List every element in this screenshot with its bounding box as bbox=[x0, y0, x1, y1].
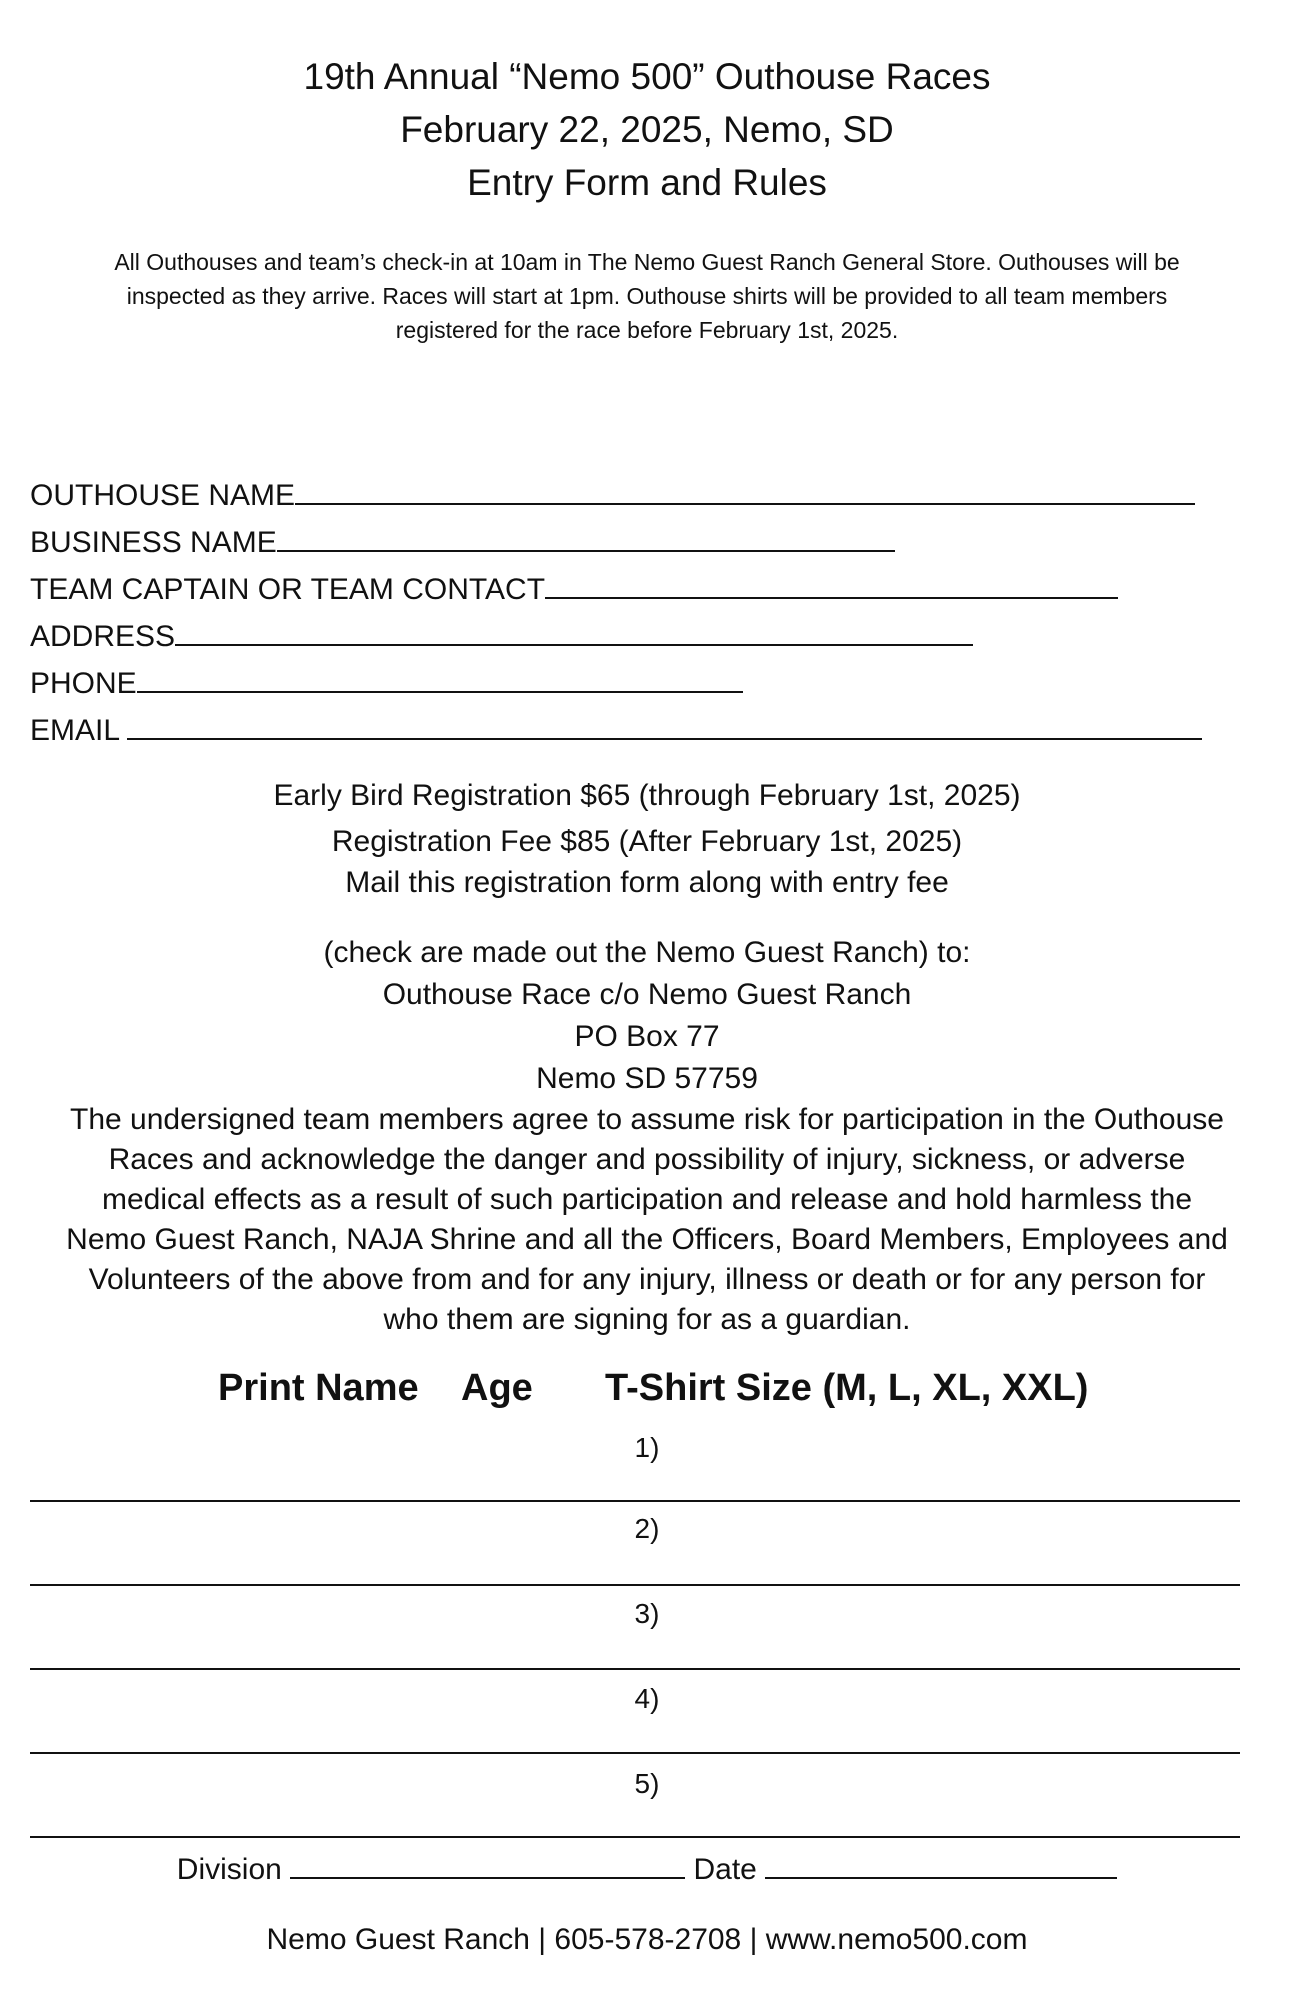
field-label: PHONE bbox=[30, 667, 137, 700]
mailing-check-note: (check are made out the Nemo Guest Ranch) to: bbox=[323, 936, 971, 969]
title-line-3: Entry Form and Rules bbox=[467, 162, 827, 203]
fee-early-bird: Early Bird Registration $65 (through February 1st, 2025) bbox=[273, 779, 1021, 812]
field-line[interactable] bbox=[295, 479, 1195, 505]
division-line[interactable] bbox=[290, 1853, 685, 1879]
waiver-line-5: Volunteers of the above from and for any injury, illness or death or for any person for bbox=[88, 1263, 1206, 1296]
waiver-line-3: medical effects as a result of such participation and release and hold harmless the bbox=[101, 1183, 1193, 1216]
field-label: EMAIL bbox=[30, 714, 128, 747]
field-team-contact[interactable] bbox=[30, 573, 1118, 605]
field-label: ADDRESS bbox=[30, 620, 176, 653]
field-line[interactable] bbox=[277, 526, 895, 552]
division-date-row bbox=[0, 1853, 1294, 1885]
roster-col-shirt: T-Shirt Size (M, L, XL, XXL) bbox=[605, 1367, 1089, 1409]
mailing-line-1: Outhouse Race c/o Nemo Guest Ranch bbox=[382, 978, 912, 1011]
field-line[interactable] bbox=[127, 714, 1202, 740]
field-outhouse-name[interactable] bbox=[30, 479, 1195, 511]
waiver-line-1: The undersigned team members agree to assume risk for participation in the Outhouse bbox=[70, 1103, 1224, 1136]
field-label: TEAM CAPTAIN OR TEAM CONTACT bbox=[30, 573, 546, 606]
field-business-name[interactable] bbox=[30, 526, 895, 558]
roster-row-line[interactable] bbox=[30, 1836, 1240, 1838]
division-label: Division bbox=[176, 1853, 291, 1886]
roster-row-line[interactable] bbox=[30, 1668, 1240, 1670]
field-phone[interactable] bbox=[30, 667, 743, 699]
field-address[interactable] bbox=[30, 620, 973, 652]
title-line-2: February 22, 2025, Nemo, SD bbox=[400, 109, 894, 150]
title-line-1: 19th Annual “Nemo 500” Outhouse Races bbox=[303, 56, 991, 97]
roster-row-number: 2) bbox=[634, 1513, 660, 1544]
roster-row-number: 5) bbox=[634, 1768, 660, 1799]
waiver-line-6: who them are signing for as a guardian. bbox=[383, 1303, 911, 1336]
fee-mail-instructions: Mail this registration form along with entry fee bbox=[345, 866, 949, 899]
mailing-line-2: PO Box 77 bbox=[574, 1020, 720, 1053]
waiver-line-4: Nemo Guest Ranch, NAJA Shrine and all the Officers, Board Members, Employees and bbox=[66, 1223, 1228, 1256]
field-label: OUTHOUSE NAME bbox=[30, 479, 296, 512]
intro-line-1: All Outhouses and team’s check-in at 10am in The Nemo Guest Ranch General Store. Outhouses will be bbox=[114, 249, 1180, 275]
roster-col-name: Print Name bbox=[218, 1367, 419, 1409]
waiver-line-2: Races and acknowledge the danger and possibility of injury, sickness, or adverse bbox=[108, 1143, 1186, 1176]
intro-line-3: registered for the race before February 1st, 2025. bbox=[395, 317, 899, 343]
fee-regular: Registration Fee $85 (After February 1st, 2025) bbox=[331, 825, 963, 858]
field-line[interactable] bbox=[175, 620, 973, 646]
field-label: BUSINESS NAME bbox=[30, 526, 277, 559]
intro-line-2: inspected as they arrive. Races will start at 1pm. Outhouse shirts will be provided to all team members bbox=[126, 283, 1168, 309]
roster-row-number: 4) bbox=[634, 1683, 660, 1714]
roster-row-line[interactable] bbox=[30, 1752, 1240, 1754]
field-line[interactable] bbox=[137, 667, 743, 693]
roster-row-line[interactable] bbox=[30, 1500, 1240, 1502]
date-line[interactable] bbox=[765, 1853, 1117, 1879]
roster-row-number: 3) bbox=[634, 1598, 660, 1629]
footer-contact: Nemo Guest Ranch | 605-578-2708 | www.nemo500.com bbox=[266, 1923, 1028, 1956]
field-email[interactable] bbox=[30, 714, 1202, 746]
mailing-line-3: Nemo SD 57759 bbox=[536, 1062, 758, 1095]
roster-col-age: Age bbox=[461, 1367, 533, 1409]
date-label: Date bbox=[685, 1853, 766, 1886]
roster-row-number: 1) bbox=[634, 1432, 660, 1463]
roster-row-line[interactable] bbox=[30, 1584, 1240, 1586]
field-line[interactable] bbox=[545, 573, 1118, 599]
